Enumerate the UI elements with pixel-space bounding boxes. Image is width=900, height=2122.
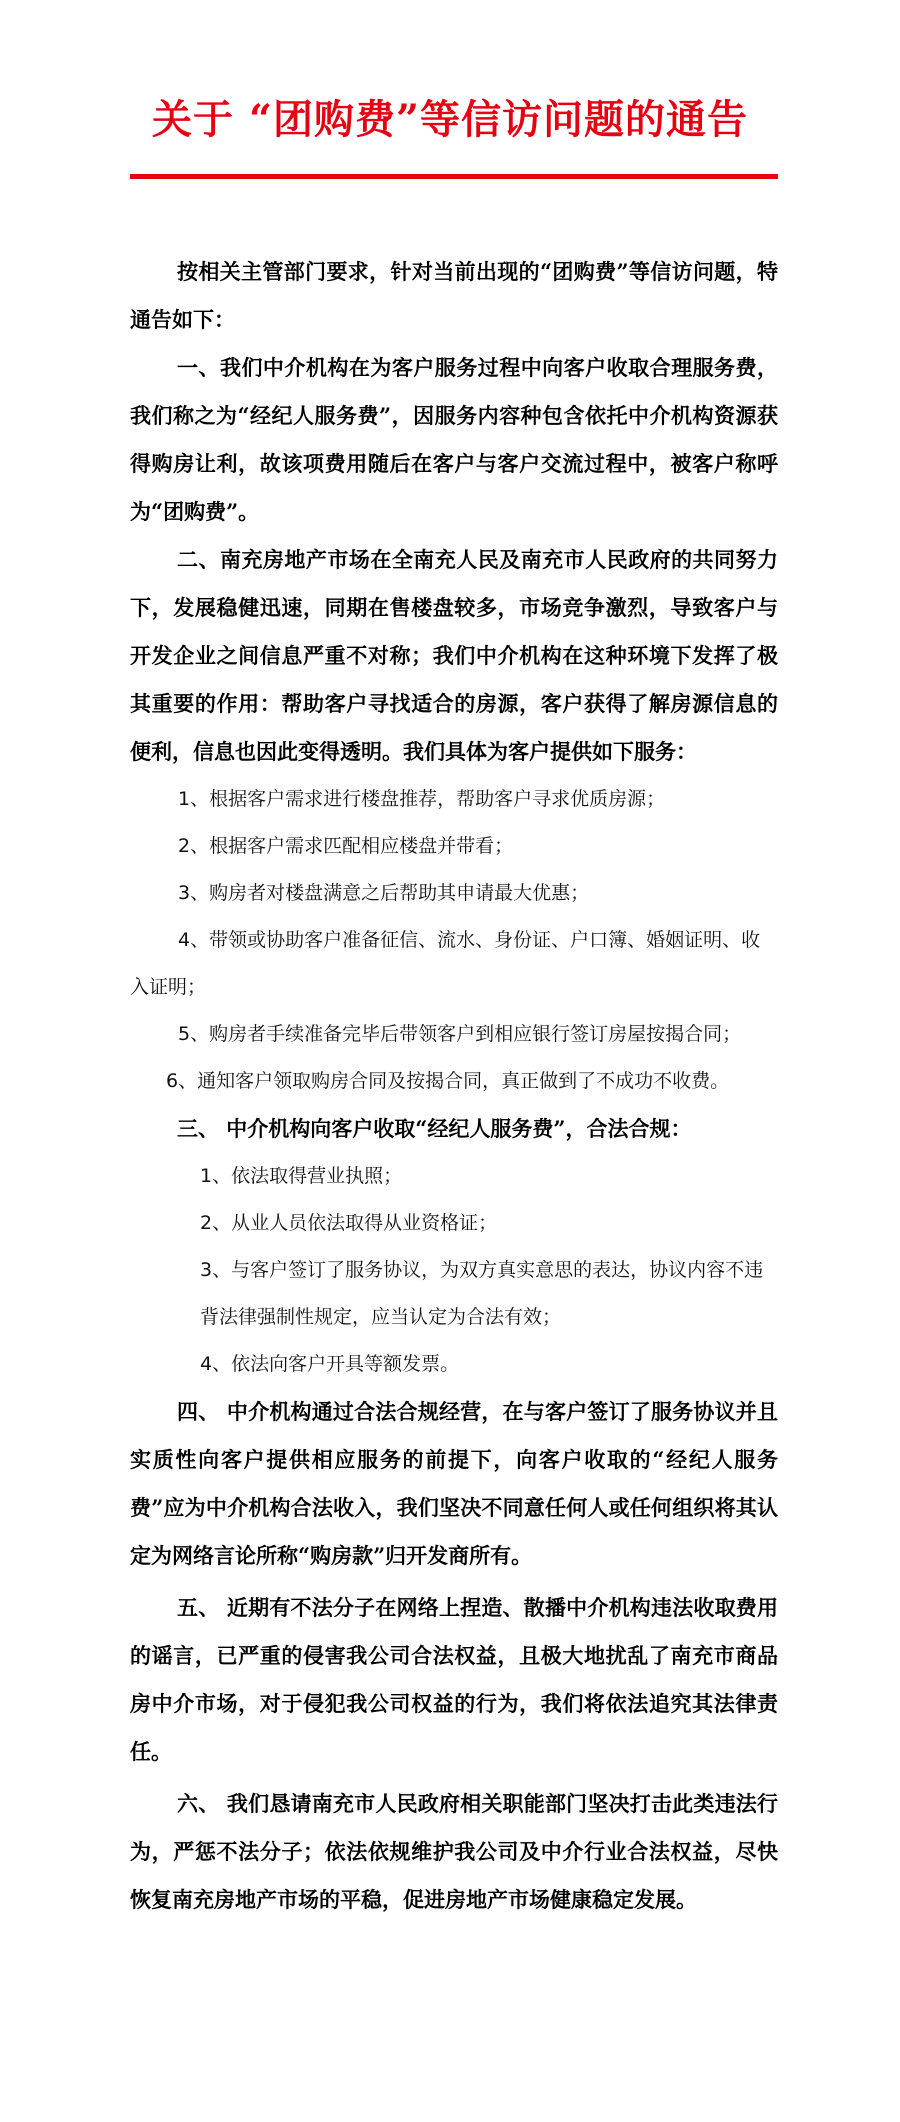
section-6: 六、 我们恳请南充市人民政府相关职能部门坚决打击此类违法行为，严惩不法分子；依法依规维护我公司及中介行业合法权益，尽快恢复南充房地产市场的平稳，促进房地产市场健康稳定发展。 <box>130 1791 778 1912</box>
service-item-6: 6、通知客户领取购房合同及按揭合同，真正做到了不成功不收费。 <box>166 1070 730 1092</box>
notice-title: 关于 “团购费”等信访问题的通告 <box>152 96 748 143</box>
service-item-5: 5、购房者手续准备完毕后带领客户到相应银行签订房屋按揭合同； <box>178 1023 742 1045</box>
service-item-3: 3、购房者对楼盘满意之后帮助其申请最大优惠； <box>178 882 590 904</box>
section-5: 五、 近期有不法分子在网络上捏造、散播中介机构违法收取费用的谣言，已严重的侵害我公司合法权益，且极大地扰乱了南充市商品房中介市场，对于侵犯我公司权益的行为，我们将依法追究其法律责任。 <box>130 1595 778 1764</box>
compliance-item-3: 3、与客户签订了服务协议，为双方真实意思的表达，协议内容不违背法律强制性规定，应当认定为合法有效； <box>200 1259 764 1328</box>
title-divider <box>130 174 778 179</box>
section-2: 二、南充房地产市场在全南充人民及南充市人民政府的共同努力下，发展稳健迅速，同期在售楼盘较多，市场竞争激烈，导致客户与开发企业之间信息严重不对称；我们中介机构在这种环境下发挥了极其重要的作用：帮助客户寻找适合的房源，客户获得了解房源信息的便利，信息也因此变得透明。我们具体为客户提供如下服务： <box>130 547 778 764</box>
service-item-1: 1、根据客户需求进行楼盘推荐，帮助客户寻求优质房源； <box>178 788 666 810</box>
compliance-item-2: 2、从业人员依法取得从业资格证； <box>200 1212 498 1234</box>
intro-paragraph: 按相关主管部门要求，针对当前出现的“团购费”等信访问题，特通告如下： <box>130 259 778 332</box>
service-item-2: 2、根据客户需求匹配相应楼盘并带看； <box>178 835 514 857</box>
compliance-item-4: 4、依法向客户开具等额发票。 <box>200 1353 460 1375</box>
section-3: 三、 中介机构向客户收取“经纪人服务费”，合法合规： <box>177 1116 692 1141</box>
notice-body <box>130 248 778 1924</box>
compliance-item-1: 1、依法取得营业执照； <box>200 1165 403 1187</box>
section-1: 一、我们中介机构在为客户服务过程中向客户收取合理服务费，我们称之为“经纪人服务费”，因服务内容种包含依托中介机构资源获得购房让利，故该项费用随后在客户与客户交流过程中，被客户称呼为“团购费”。 <box>130 355 778 524</box>
section-4: 四、 中介机构通过合法合规经营，在与客户签订了服务协议并且实质性向客户提供相应服务的前提下，向客户收取的“经纪人服务费”应为中介机构合法收入，我们坚决不同意任何人或任何组织将其认定为网络言论所称“购房款”归开发商所有。 <box>130 1399 778 1568</box>
service-item-4: 4、带领或协助客户准备征信、流水、身份证、户口簿、婚姻证明、收入证明； <box>130 929 761 998</box>
